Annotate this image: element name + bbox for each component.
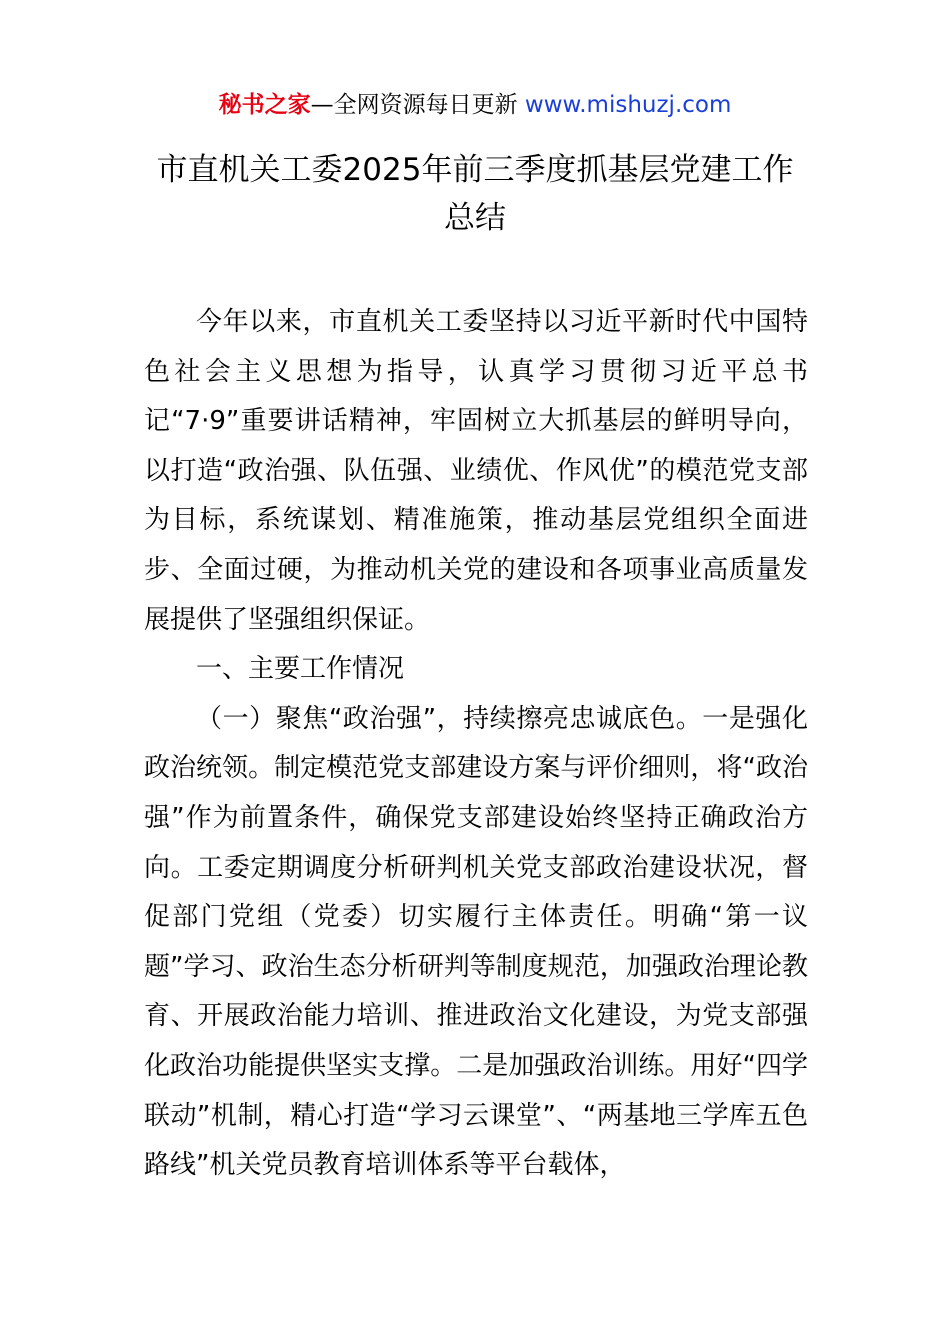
site-tagline: —全网资源每日更新 [310,92,525,118]
document-title-line-2: 总结 [444,200,506,236]
site-brand: 秘书之家 [218,92,311,118]
site-header [0,88,950,122]
body-paragraph: （一）聚焦“政治强”，持续擦亮忠诚底色。一是强化政治统领。制定模范党支部建设方案与评价细则，将“政治强”作为前置条件，确保党支部建设始终坚持正确政治方向。工委定期调度分析研判机关党支部政治建设状况，督促部门党组（党委）切实履行主体责任。明确“第一议题”学习、政治生态分析研判等制度规范，加强政治理论教育、开展政治能力培训、推进政治文化建设，为党支部强化政治功能提供坚实支撑。二是加强政治训练。用好“四学联动”机制，精心打造“学习云课堂”、“两基地三学库五色路线”机关党员教育培训体系等平台载体， [144,703,808,1181]
document-body [144,298,808,1191]
document-title [100,146,850,242]
intro-paragraph: 今年以来，市直机关工委坚持以习近平新时代中国特色社会主义思想为指导，认真学习贯彻习近平总书记“7·9”重要讲话精神，牢固树立大抓基层的鲜明导向，以打造“政治强、队伍强、业绩优、作风优”的模范党支部为目标，系统谋划、精准施策，推动基层党组织全面进步、全面过硬，为推动机关党的建设和各项事业高质量发展提供了坚强组织保证。 [144,307,808,635]
document-title-line-1: 市直机关工委2025年前三季度抓基层党建工作 [156,152,794,188]
section-heading: 一、主要工作情况 [196,654,405,685]
site-url-link[interactable]: www.mishuzj.com [524,92,732,118]
